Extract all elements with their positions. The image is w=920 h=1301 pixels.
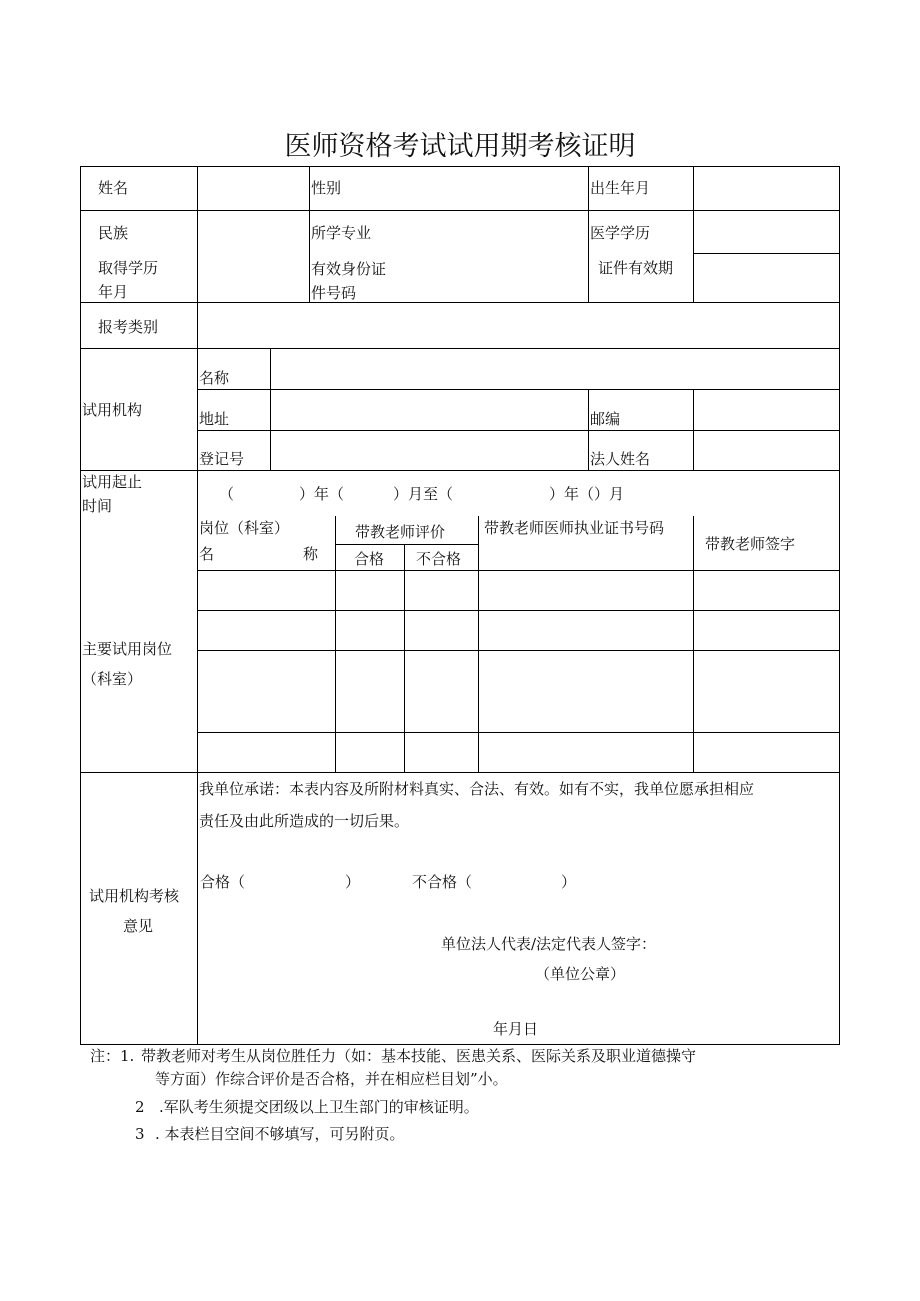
label-major: 所学专业 <box>311 224 372 242</box>
col-line <box>839 166 840 1045</box>
period-year-start: ）年（ <box>299 485 345 503</box>
row-line <box>80 210 840 211</box>
col-sign: 带教老师签字 <box>705 535 796 553</box>
row-line <box>693 253 840 254</box>
period-paren: （ <box>219 485 235 503</box>
opinion-pass: 合格（ <box>200 873 246 891</box>
label-education: 医学学历 <box>590 224 651 242</box>
period-end: ）年（）月 <box>549 485 625 503</box>
label-institution: 试用机构 <box>82 401 143 419</box>
row-line <box>197 732 840 733</box>
note-3-num: 3 <box>135 1125 145 1143</box>
label-posts-2: （科室） <box>82 670 143 688</box>
note-1-cont: 等方面）作综合评价是否合格，并在相应栏目划”小。 <box>155 1070 508 1088</box>
col-line <box>478 516 479 772</box>
col-eval: 带教老师评价 <box>355 523 446 541</box>
row-line <box>335 544 478 545</box>
col-line <box>309 166 310 302</box>
label-period: 试用起止 <box>82 473 143 491</box>
row-line <box>197 570 840 571</box>
row-line <box>80 166 840 167</box>
row-line <box>80 470 840 471</box>
col-line <box>693 516 694 772</box>
col-line <box>335 516 336 772</box>
row-line <box>197 430 840 431</box>
label-postcode: 邮编 <box>590 410 621 428</box>
label-id-number: 有效身份证 <box>311 260 387 278</box>
note-2: .军队考生须提交团级以上卫生部门的审核证明。 <box>159 1098 479 1116</box>
opinion-pass-close: ） <box>345 873 361 891</box>
col-line <box>197 166 198 1045</box>
label-period-2: 时间 <box>82 497 113 515</box>
signature-line: 单位法人代表/法定代表人签字： <box>441 935 657 953</box>
row-line <box>80 772 840 773</box>
col-pass: 合格 <box>354 550 385 568</box>
label-exam-category: 报考类别 <box>98 318 159 336</box>
row-line <box>80 302 840 303</box>
label-id-valid: 证件有效期 <box>598 259 674 277</box>
row-line <box>80 348 840 349</box>
row-line <box>197 389 840 390</box>
label-name: 姓名 <box>98 179 129 197</box>
label-ethnicity: 民族 <box>98 224 129 242</box>
note-1-num: 注：1. <box>90 1047 135 1065</box>
label-gender: 性别 <box>311 179 342 197</box>
label-birth: 出生年月 <box>590 179 651 197</box>
label-posts: 主要试用岗位 <box>82 640 173 658</box>
label-reg-no: 登记号 <box>199 450 245 468</box>
note-2-num: 2 <box>135 1098 145 1116</box>
label-opinion-2: 意见 <box>123 917 154 935</box>
note-1: 带教老师对考生从岗位胜任力（如：基本技能、医患关系、医际关系及职业道德操守 <box>141 1047 697 1065</box>
col-post-3: 称 <box>303 545 319 563</box>
col-cert: 带教老师医师执业证书号码 <box>484 519 665 537</box>
col-post-2: 名 <box>199 545 215 563</box>
label-legal-person: 法人姓名 <box>590 450 651 468</box>
label-degree-date: 取得学历 <box>98 259 159 277</box>
col-line <box>693 389 694 470</box>
promise-text-2: 责任及由此所造成的一切后果。 <box>199 812 410 830</box>
label-inst-address: 地址 <box>199 410 230 428</box>
col-line <box>80 166 81 1045</box>
note-3: . 本表栏目空间不够填写，可另附页。 <box>155 1125 405 1143</box>
opinion-fail: 不合格（ <box>412 873 473 891</box>
page-title: 医师资格考试试用期考核证明 <box>284 131 636 162</box>
col-fail: 不合格 <box>416 550 462 568</box>
opinion-fail-close: ） <box>561 873 577 891</box>
period-month-start: ）月至（ <box>393 485 454 503</box>
promise-text: 我单位承诺：本表内容及所附材料真实、合法、有效。如有不实，我单位愿承担相应 <box>199 780 755 798</box>
label-inst-name: 名称 <box>199 369 230 387</box>
date-text: 年月日 <box>493 1020 539 1038</box>
row-line <box>80 1044 840 1045</box>
col-post: 岗位（科室） <box>199 519 290 537</box>
col-line <box>588 389 589 470</box>
col-line <box>404 544 405 772</box>
row-line <box>197 650 840 651</box>
label-id-number-2: 件号码 <box>311 284 357 302</box>
seal-text: （单位公章） <box>535 965 626 983</box>
col-line <box>270 348 271 470</box>
row-line <box>197 610 840 611</box>
label-opinion: 试用机构考核 <box>89 887 180 905</box>
col-line <box>693 166 694 302</box>
label-degree-date-2: 年月 <box>98 283 129 301</box>
col-line <box>588 166 589 302</box>
